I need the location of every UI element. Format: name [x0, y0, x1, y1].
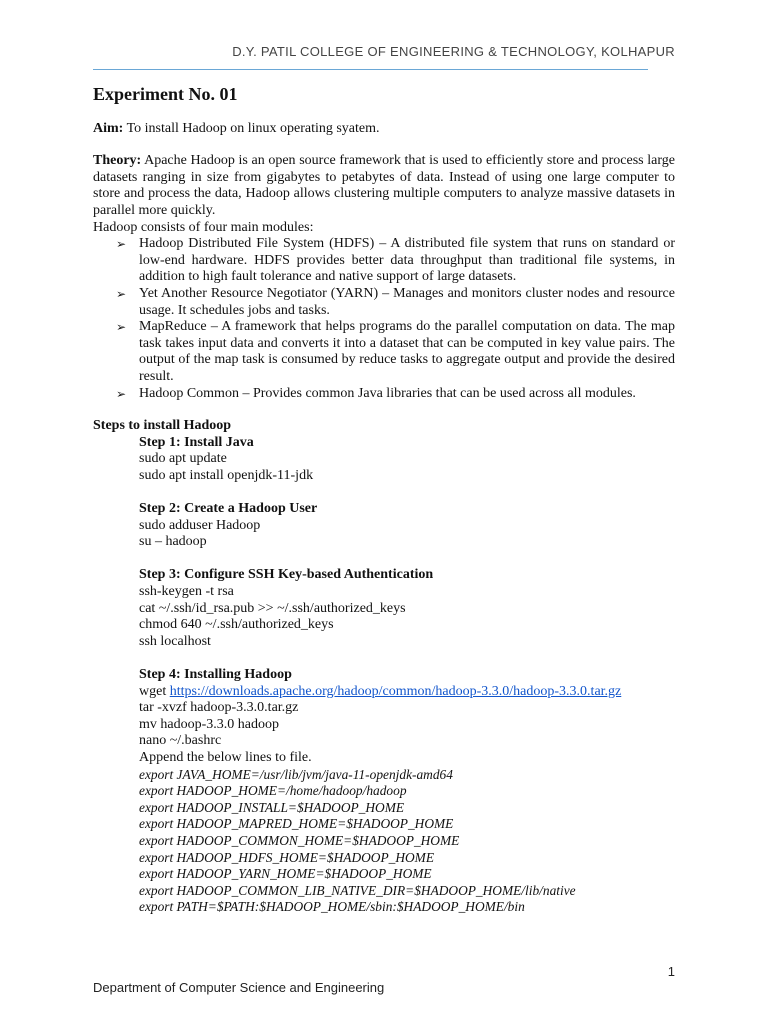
module-text: MapReduce – A framework that helps programs do the parallel computation on data. The map task takes input data and converts it into a dataset that can be computed in key value pairs. The output of the map task is consumed by reduce tasks to aggregate output and provide the desired result. — [139, 319, 675, 384]
command-line: cat ~/.ssh/id_rsa.pub >> ~/.ssh/authorized_keys — [139, 600, 406, 616]
arrow-bullet-icon: ➢ — [116, 237, 127, 252]
export-line: export HADOOP_COMMON_LIB_NATIVE_DIR=$HADOOP_HOME/lib/native — [139, 882, 576, 898]
header-divider — [93, 69, 648, 70]
arrow-bullet-icon: ➢ — [116, 286, 127, 301]
command-line: Append the below lines to file. — [139, 749, 312, 765]
steps-heading: Steps to install Hadoop — [93, 418, 232, 434]
step-2 — [93, 501, 675, 551]
page-footer: Department of Computer Science and Engineering — [93, 980, 385, 995]
modules-list — [93, 236, 675, 402]
command-line: sudo apt update — [139, 451, 227, 467]
document-body — [93, 86, 675, 916]
command-line: mv hadoop-3.3.0 hadoop — [139, 716, 279, 732]
list-item — [116, 319, 675, 385]
aim-label: Aim: — [93, 120, 124, 136]
export-line: export HADOOP_INSTALL=$HADOOP_HOME — [139, 799, 405, 815]
export-line: export HADOOP_HDFS_HOME=$HADOOP_HOME — [139, 849, 435, 865]
hadoop-download-link[interactable]: https://downloads.apache.org/hadoop/common/hadoop-3.3.0/hadoop-3.3.0.tar.gz — [169, 683, 622, 699]
command-line: nano ~/.bashrc — [139, 733, 222, 749]
modules-intro: Hadoop consists of four main modules: — [93, 219, 314, 235]
command-line: su – hadoop — [139, 534, 207, 550]
step-heading: Step 4: Installing Hadoop — [139, 667, 292, 682]
arrow-bullet-icon: ➢ — [116, 386, 127, 401]
command-line: ssh localhost — [139, 633, 211, 649]
step-heading: Step 2: Create a Hadoop User — [139, 501, 318, 517]
export-line: export PATH=$PATH:$HADOOP_HOME/sbin:$HADOOP_HOME/bin — [139, 899, 525, 915]
command-line: sudo apt install openjdk-11-jdk — [139, 467, 314, 483]
experiment-title: Experiment No. 01 — [93, 84, 238, 104]
step-3 — [93, 567, 675, 650]
theory-label: Theory: — [93, 153, 142, 169]
export-line: export HADOOP_COMMON_HOME=$HADOOP_HOME — [139, 832, 460, 848]
list-item — [116, 285, 675, 319]
list-item — [116, 236, 675, 286]
aim-paragraph — [93, 121, 675, 138]
export-line: export HADOOP_MAPRED_HOME=$HADOOP_HOME — [139, 816, 454, 832]
step-1 — [93, 435, 675, 485]
wget-command: wget — [139, 683, 170, 699]
export-line: export JAVA_HOME=/usr/lib/jvm/java-11-openjdk-amd64 — [139, 766, 453, 782]
module-text: Yet Another Resource Negotiator (YARN) – Manages and monitors cluster nodes and resource usage. It schedules jobs and tasks. — [139, 285, 675, 318]
page-number: 1 — [667, 964, 675, 979]
arrow-bullet-icon: ➢ — [116, 320, 127, 335]
aim-text: To install Hadoop on linux operating syatem. — [123, 120, 380, 136]
list-item — [116, 385, 675, 403]
step-heading: Step 3: Configure SSH Key-based Authentication — [139, 567, 434, 583]
export-line: export HADOOP_YARN_HOME=$HADOOP_HOME — [139, 866, 432, 882]
export-line: export HADOOP_HOME=/home/hadoop/hadoop — [139, 783, 407, 799]
step-heading: Step 1: Install Java — [139, 434, 254, 450]
command-line — [139, 684, 675, 701]
command-line: ssh-keygen -t rsa — [139, 584, 234, 600]
page-header: D.Y. PATIL COLLEGE OF ENGINEERING & TECHNOLOGY, KOLHAPUR — [232, 44, 675, 59]
command-line: chmod 640 ~/.ssh/authorized_keys — [139, 617, 334, 633]
command-line: sudo adduser Hadoop — [139, 517, 261, 533]
theory-text: Apache Hadoop is an open source framework that is used to efficiently store and process large datasets ranging in size from gigabytes to petabytes of data. Instead of using one large computer to store and process the data, Hadoop allows clustering multiple computers to analyze massive datasets in parallel more quickly. — [93, 153, 675, 218]
theory-paragraph — [93, 153, 675, 219]
module-text: Hadoop Distributed File System (HDFS) – A distributed file system that runs on standard or low-end hardware. HDFS provides better data throughput than traditional file systems, in addition to high fault tolerance and native support of large datasets. — [139, 236, 675, 285]
module-text: Hadoop Common – Provides common Java libraries that can be used across all modules. — [139, 385, 636, 401]
step-4 — [93, 667, 675, 916]
command-line: tar -xvzf hadoop-3.3.0.tar.gz — [139, 700, 299, 716]
